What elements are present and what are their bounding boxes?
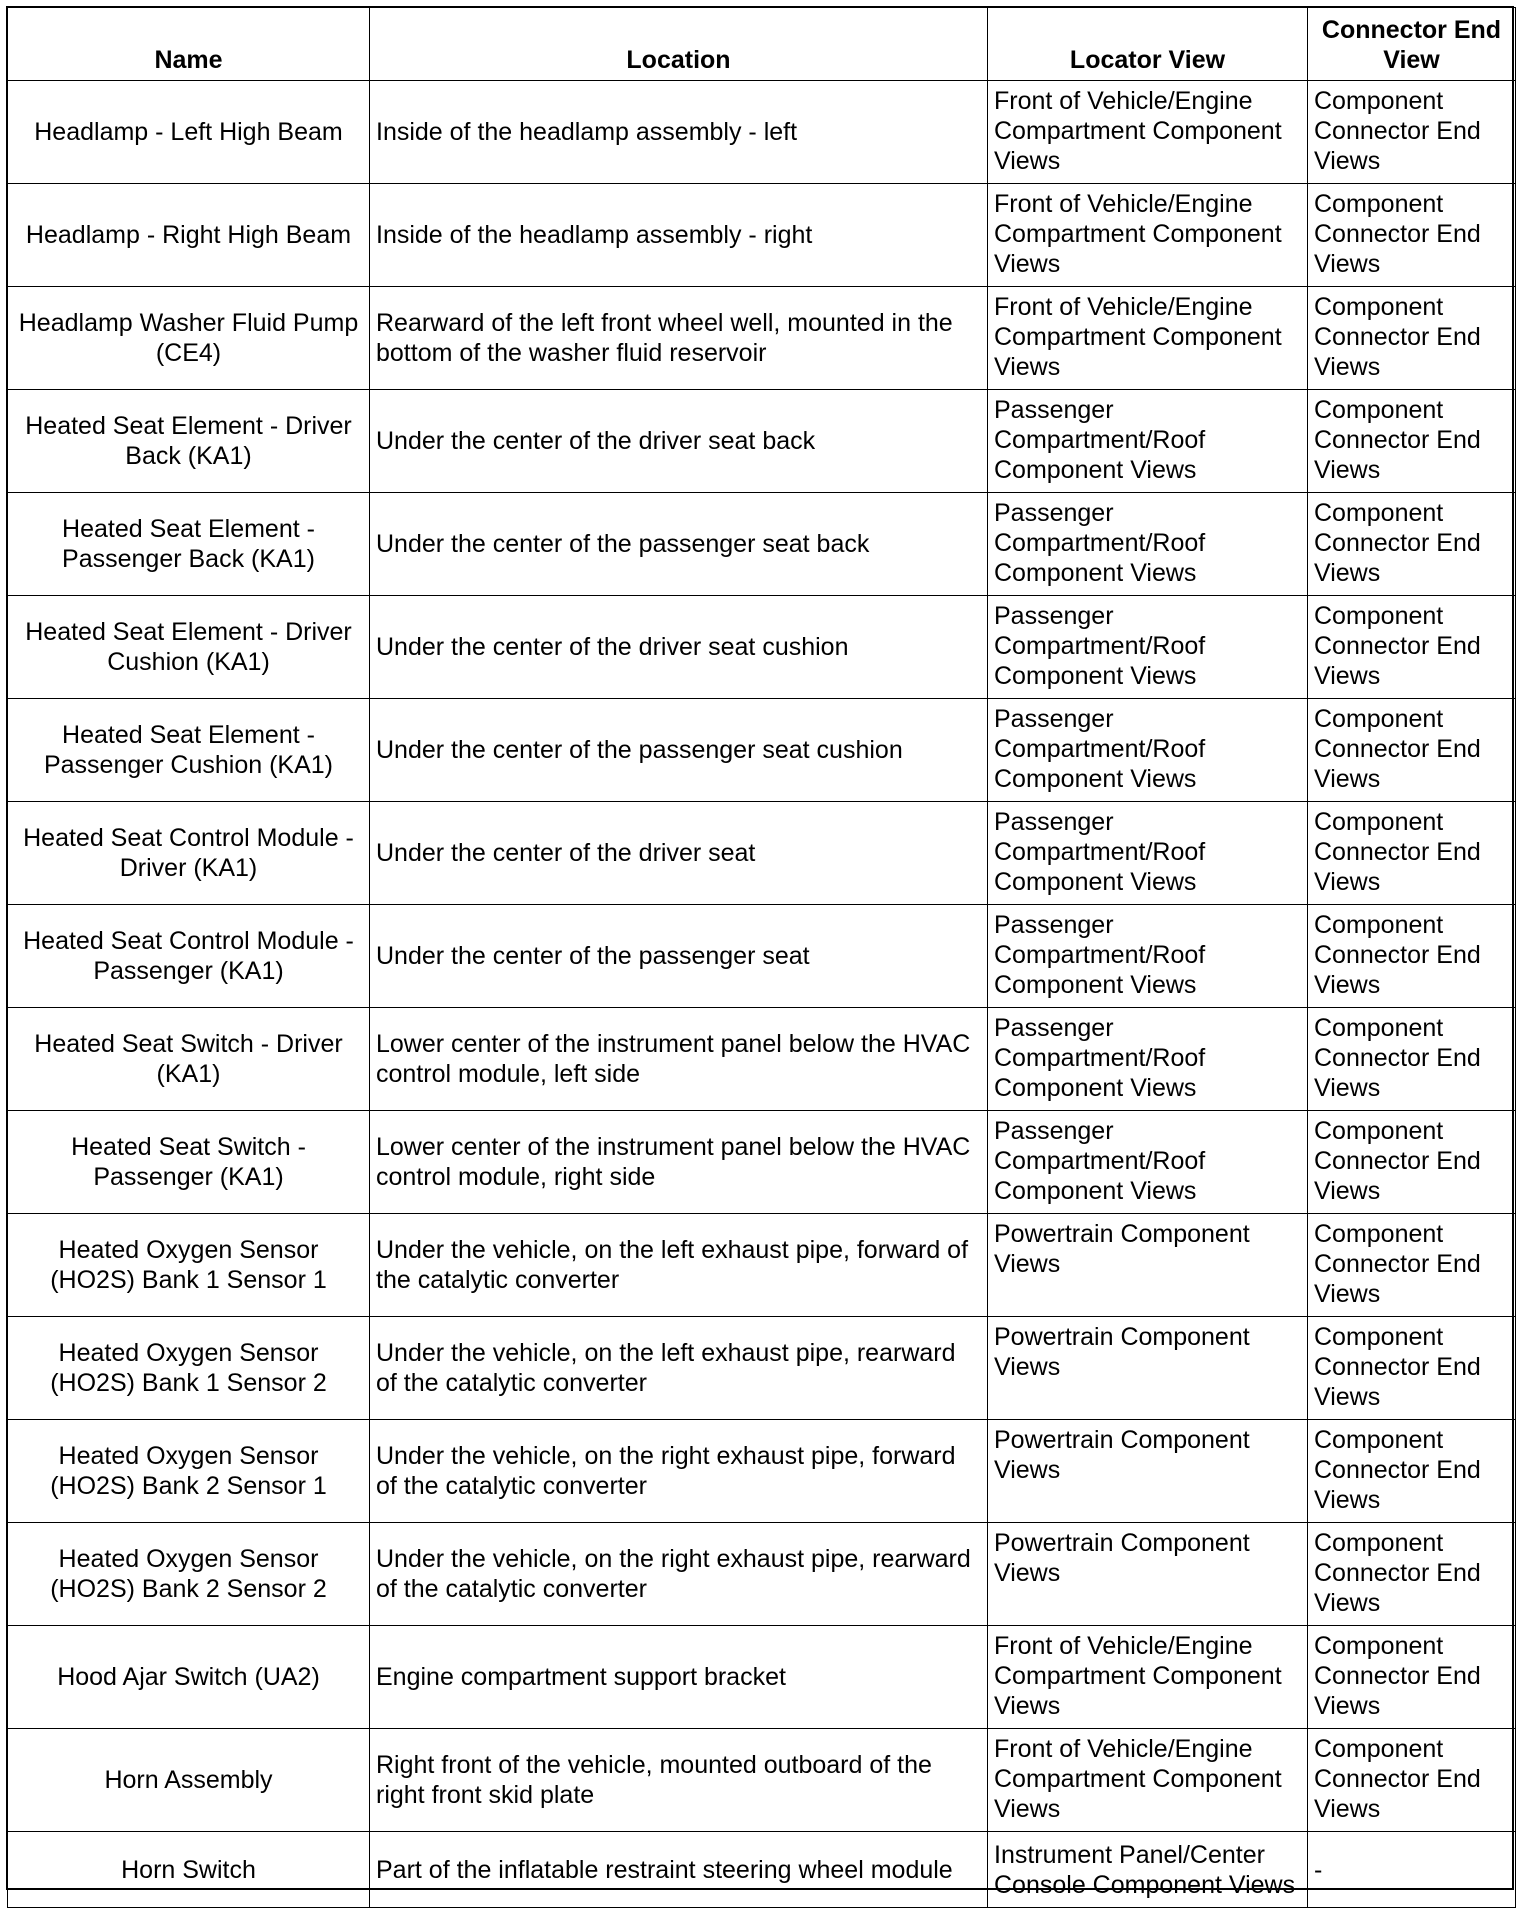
table-row bbox=[8, 1214, 1516, 1317]
cell-location: Rearward of the left front wheel well, mounted in the bottom of the washer fluid reservoir bbox=[370, 287, 988, 390]
cell-location: Lower center of the instrument panel below the HVAC control module, left side bbox=[370, 1008, 988, 1111]
cell-locator-view: Front of Vehicle/Engine Compartment Component Views bbox=[988, 287, 1308, 390]
cell-locator-view: Powertrain Component Views bbox=[988, 1420, 1308, 1523]
cell-name: Heated Oxygen Sensor (HO2S) Bank 1 Sensor 2 bbox=[8, 1317, 370, 1420]
cell-connector-end-view: Component Connector End Views bbox=[1308, 1214, 1516, 1317]
cell-locator-view: Passenger Compartment/Roof Component Views bbox=[988, 390, 1308, 493]
cell-location: Inside of the headlamp assembly - right bbox=[370, 184, 988, 287]
cell-location: Under the center of the passenger seat bbox=[370, 905, 988, 1008]
cell-name: Horn Switch bbox=[8, 1832, 370, 1908]
cell-locator-view: Passenger Compartment/Roof Component Views bbox=[988, 802, 1308, 905]
table-row bbox=[8, 699, 1516, 802]
cell-locator-view: Powertrain Component Views bbox=[988, 1317, 1308, 1420]
cell-locator-view: Front of Vehicle/Engine Compartment Component Views bbox=[988, 1626, 1308, 1729]
header-row bbox=[8, 8, 1516, 81]
cell-location: Engine compartment support bracket bbox=[370, 1626, 988, 1729]
cell-connector-end-view: Component Connector End Views bbox=[1308, 1111, 1516, 1214]
cell-locator-view: Passenger Compartment/Roof Component Views bbox=[988, 1008, 1308, 1111]
cell-connector-end-view: Component Connector End Views bbox=[1308, 596, 1516, 699]
table-body bbox=[8, 81, 1516, 1908]
header-location: Location bbox=[370, 8, 988, 81]
table-row bbox=[8, 493, 1516, 596]
cell-connector-end-view: Component Connector End Views bbox=[1308, 390, 1516, 493]
table-row bbox=[8, 1832, 1516, 1908]
table-row bbox=[8, 1317, 1516, 1420]
component-locator-table bbox=[7, 7, 1516, 1908]
table-header bbox=[8, 8, 1516, 81]
cell-locator-view: Powertrain Component Views bbox=[988, 1523, 1308, 1626]
table-row bbox=[8, 1008, 1516, 1111]
cell-name: Hood Ajar Switch (UA2) bbox=[8, 1626, 370, 1729]
cell-locator-view: Passenger Compartment/Roof Component Views bbox=[988, 905, 1308, 1008]
cell-locator-view: Passenger Compartment/Roof Component Views bbox=[988, 699, 1308, 802]
cell-connector-end-view: Component Connector End Views bbox=[1308, 184, 1516, 287]
table-row bbox=[8, 390, 1516, 493]
cell-connector-end-view: Component Connector End Views bbox=[1308, 1626, 1516, 1729]
cell-connector-end-view: Component Connector End Views bbox=[1308, 1317, 1516, 1420]
cell-location: Lower center of the instrument panel below the HVAC control module, right side bbox=[370, 1111, 988, 1214]
cell-connector-end-view: Component Connector End Views bbox=[1308, 1729, 1516, 1832]
cell-connector-end-view: Component Connector End Views bbox=[1308, 905, 1516, 1008]
cell-name: Horn Assembly bbox=[8, 1729, 370, 1832]
cell-connector-end-view: Component Connector End Views bbox=[1308, 1420, 1516, 1523]
cell-location: Under the vehicle, on the left exhaust pipe, rearward of the catalytic converter bbox=[370, 1317, 988, 1420]
cell-name: Heated Seat Element - Passenger Back (KA1) bbox=[8, 493, 370, 596]
table-row bbox=[8, 905, 1516, 1008]
cell-name: Heated Oxygen Sensor (HO2S) Bank 1 Sensor 1 bbox=[8, 1214, 370, 1317]
cell-location: Inside of the headlamp assembly - left bbox=[370, 81, 988, 184]
cell-connector-end-view: Component Connector End Views bbox=[1308, 1523, 1516, 1626]
cell-name: Headlamp - Left High Beam bbox=[8, 81, 370, 184]
cell-location: Under the vehicle, on the right exhaust pipe, forward of the catalytic converter bbox=[370, 1420, 988, 1523]
header-connector-end-view: Connector End View bbox=[1308, 8, 1516, 81]
cell-name: Heated Seat Element - Driver Cushion (KA1) bbox=[8, 596, 370, 699]
cell-locator-view: Passenger Compartment/Roof Component Views bbox=[988, 1111, 1308, 1214]
cell-name: Headlamp Washer Fluid Pump (CE4) bbox=[8, 287, 370, 390]
cell-locator-view: Instrument Panel/Center Console Component Views bbox=[988, 1832, 1308, 1908]
cell-location: Under the vehicle, on the left exhaust pipe, forward of the catalytic converter bbox=[370, 1214, 988, 1317]
cell-name: Heated Seat Control Module - Driver (KA1) bbox=[8, 802, 370, 905]
cell-connector-end-view: Component Connector End Views bbox=[1308, 699, 1516, 802]
cell-locator-view: Passenger Compartment/Roof Component Views bbox=[988, 493, 1308, 596]
cell-locator-view: Front of Vehicle/Engine Compartment Component Views bbox=[988, 81, 1308, 184]
cell-name: Heated Seat Element - Driver Back (KA1) bbox=[8, 390, 370, 493]
cell-connector-end-view: Component Connector End Views bbox=[1308, 802, 1516, 905]
cell-location: Under the center of the driver seat cushion bbox=[370, 596, 988, 699]
cell-name: Heated Oxygen Sensor (HO2S) Bank 2 Sensor 2 bbox=[8, 1523, 370, 1626]
table-row bbox=[8, 1111, 1516, 1214]
cell-location: Under the center of the passenger seat back bbox=[370, 493, 988, 596]
cell-location: Under the center of the driver seat back bbox=[370, 390, 988, 493]
cell-connector-end-view: Component Connector End Views bbox=[1308, 493, 1516, 596]
table-row bbox=[8, 1729, 1516, 1832]
cell-locator-view: Powertrain Component Views bbox=[988, 1214, 1308, 1317]
cell-connector-end-view: - bbox=[1308, 1832, 1516, 1908]
cell-name: Headlamp - Right High Beam bbox=[8, 184, 370, 287]
cell-name: Heated Seat Switch - Passenger (KA1) bbox=[8, 1111, 370, 1214]
cell-name: Heated Seat Switch - Driver (KA1) bbox=[8, 1008, 370, 1111]
cell-name: Heated Seat Control Module - Passenger (KA1) bbox=[8, 905, 370, 1008]
cell-location: Under the center of the passenger seat cushion bbox=[370, 699, 988, 802]
cell-locator-view: Passenger Compartment/Roof Component Views bbox=[988, 596, 1308, 699]
cell-connector-end-view: Component Connector End Views bbox=[1308, 1008, 1516, 1111]
cell-locator-view: Front of Vehicle/Engine Compartment Component Views bbox=[988, 184, 1308, 287]
cell-name: Heated Seat Element - Passenger Cushion (KA1) bbox=[8, 699, 370, 802]
cell-location: Under the vehicle, on the right exhaust pipe, rearward of the catalytic converter bbox=[370, 1523, 988, 1626]
table-row bbox=[8, 1420, 1516, 1523]
header-locator-view: Locator View bbox=[988, 8, 1308, 81]
table-row bbox=[8, 802, 1516, 905]
table-row bbox=[8, 1626, 1516, 1729]
table-row bbox=[8, 81, 1516, 184]
table-row bbox=[8, 1523, 1516, 1626]
header-name: Name bbox=[8, 8, 370, 81]
cell-location: Part of the inflatable restraint steering wheel module bbox=[370, 1832, 988, 1908]
cell-location: Right front of the vehicle, mounted outboard of the right front skid plate bbox=[370, 1729, 988, 1832]
table-row bbox=[8, 287, 1516, 390]
table-row bbox=[8, 596, 1516, 699]
table-row bbox=[8, 184, 1516, 287]
cell-connector-end-view: Component Connector End Views bbox=[1308, 81, 1516, 184]
cell-locator-view: Front of Vehicle/Engine Compartment Component Views bbox=[988, 1729, 1308, 1832]
cell-location: Under the center of the driver seat bbox=[370, 802, 988, 905]
cell-name: Heated Oxygen Sensor (HO2S) Bank 2 Sensor 1 bbox=[8, 1420, 370, 1523]
cell-connector-end-view: Component Connector End Views bbox=[1308, 287, 1516, 390]
